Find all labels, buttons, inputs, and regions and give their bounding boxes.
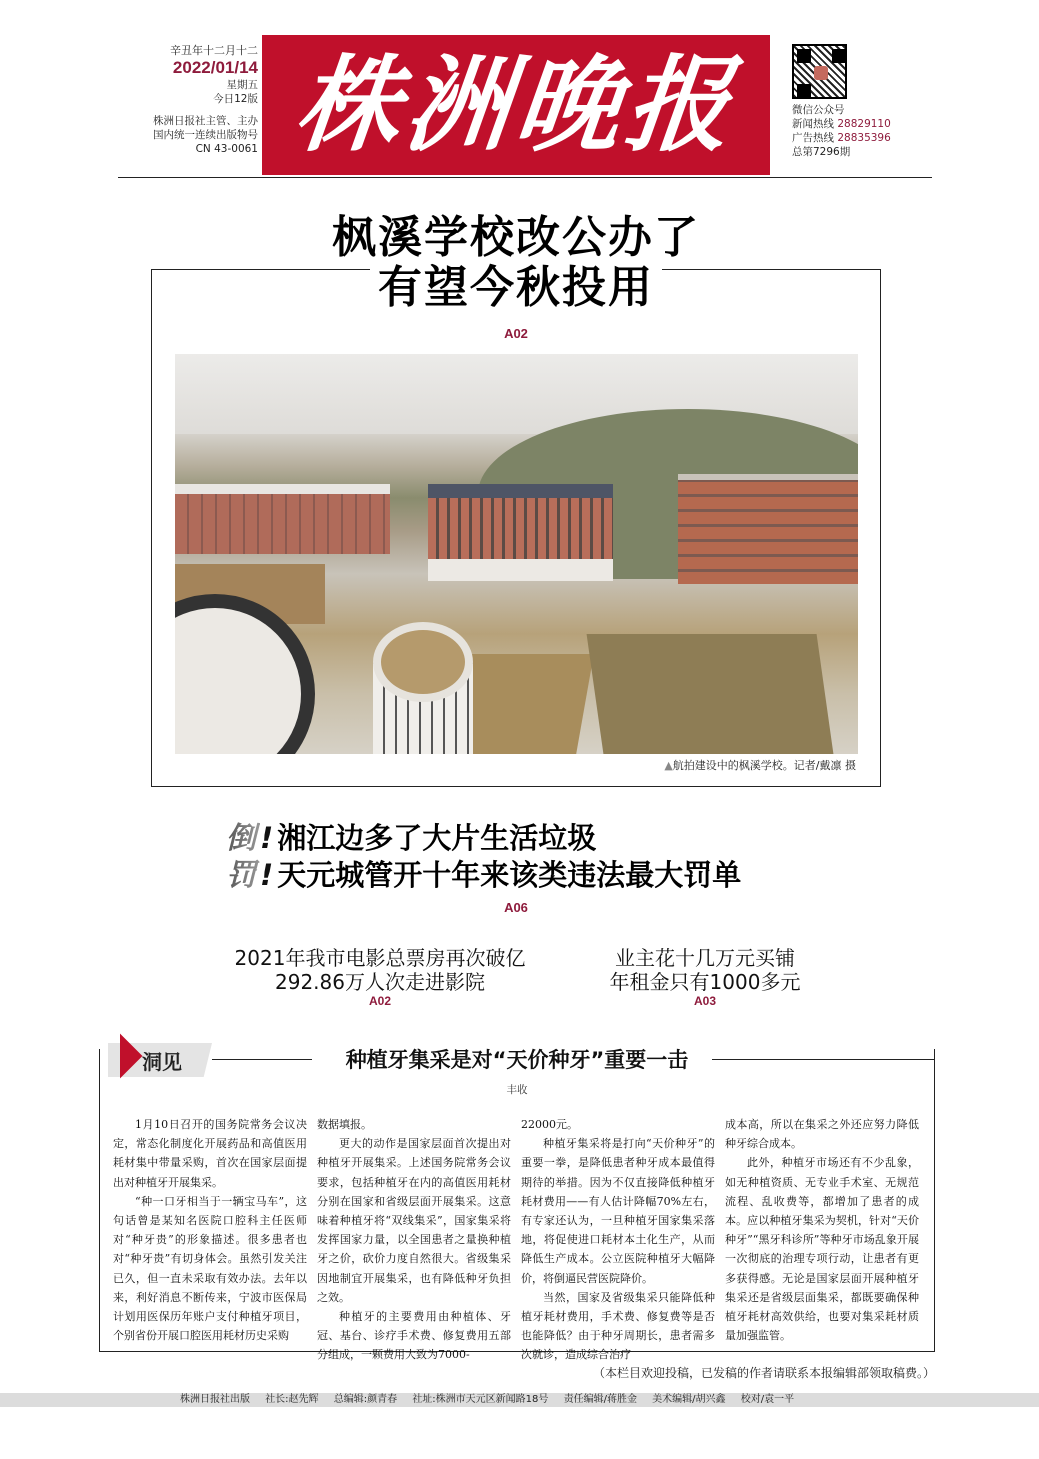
submission-note: （本栏目欢迎投稿，已发稿的作者请联系本报编辑部领取稿费。） [592,1366,935,1380]
opinion-title[interactable]: 种植牙集采是对“天价种牙”重要一击 [345,1048,689,1072]
sponsor-text: 株洲日报社主管、主办 [153,115,258,127]
imprint-editor-in-chief: 总编辑:颜青春 [333,1394,398,1405]
exclamation-icon: ! [260,821,274,855]
lead-photo [175,354,858,754]
masthead-dateline [118,44,258,156]
news-hotline-label: 新闻热线 [792,118,834,130]
teaser-line1: 业主花十几万元买铺 [615,946,795,970]
opinion-rule-right [712,1059,935,1060]
news-hotline-number: 28829110 [837,118,891,130]
secondary-line1-text: 湘江边多了大片生活垃圾 [277,821,597,855]
newspaper-logo [262,35,770,175]
lead-page-ref[interactable]: A02 [504,326,528,341]
lead-headline-line2: 有望今秋投用 [370,263,662,313]
cn-number: CN 43-0061 [195,143,258,155]
lead-headline-line1: 枫溪学校改公办了 [332,212,700,263]
newspaper-title: 株洲晚报 [289,43,743,166]
opinion-author: 丰收 [506,1084,528,1096]
opinion-column-name: 洞见 [142,1050,182,1074]
photo-caption [560,757,856,773]
masthead-divider [118,177,932,178]
issue-date: 2022/01/14 [172,58,258,77]
teaser-page-ref[interactable]: A03 [693,994,716,1008]
paragraph: 更大的动作是国家层面首次提出对种植牙开展集采。上述国务院常务会议要求，包括种植牙在内的高值医用耗材分别在国家和省级层面开展集采。这意味着种植牙将“双线集采”，国家集采将发挥国家力量，以全国患者之量换种植牙之价，砍价力度自然很大。省级集采因地制宜开展集采，也有降低种牙负担之效。 [317,1137,511,1304]
paragraph: 当然，国家及省级集采只能降低种植牙耗材费用，手术费、修复费等是否也能降低？由于种牙周期长，患者需多次就诊，造成综合治疗 [521,1290,715,1362]
ad-hotline-number: 28835396 [837,132,891,144]
secondary-line2-text: 天元城管开十年来该类违法最大罚单 [277,858,742,892]
paragraph: 成本高，所以在集采之外还应努力降低种牙综合成本。 [725,1118,919,1151]
teaser-line2: 292.86万人次走进影院 [275,970,485,994]
weekday: 星期五 [226,79,258,91]
issue-number: 总第7296期 [792,146,851,158]
lunar-date: 辛丑年十二月十二 [170,44,258,57]
wechat-label: 微信公众号 [792,104,845,116]
opinion-col-3 [521,1115,715,1365]
teaser-shop-rent[interactable] [560,946,850,1008]
secondary-headline[interactable] [226,820,826,894]
photo-caption-text: 航拍建设中的枫溪学校。记者/戴凛 摄 [672,759,856,772]
imprint-bar [0,1393,1039,1407]
teaser-box-office[interactable] [205,946,555,1008]
paragraph: “种一口牙相当于一辆宝马车”，这句话曾是某知名医院口腔科主任医师对“种牙贵”的形象描述。很多患者也对“种牙贵”有切身体会。虽然引发关注已久，但一直未采取有效办法。去年以来，利好消息不断传来，宁波市医保局计划用医保历年账户支付种植牙项目，个别省份开展口腔医用耗材历史采购 [113,1194,307,1343]
tag-icon: 罚 [226,858,260,894]
qr-code-icon[interactable] [792,44,847,99]
secondary-page-ref[interactable]: A06 [504,900,528,915]
ad-hotline-label: 广告热线 [792,132,834,144]
imprint-president: 社长:赵先辉 [265,1394,319,1405]
secondary-headline-line2 [226,857,826,894]
imprint-proofreader: 校对/袁一平 [740,1394,795,1405]
opinion-col-4 [725,1115,919,1365]
page-count: 今日12版 [213,93,258,105]
ad-hotline [792,131,952,145]
paragraph: 此外，种植牙市场还有不少乱象，如无种植资质、无专业手术室、无规范流程、乱收费等，都增加了患者的成本。应以种植牙集采为契机，针对“天价种牙”“黑牙科诊所”等种牙市场乱象开展一次彻底的治理专项行动，让患者有更多获得感。无论是国家层面开展种植牙集采还是省级层面集采，都既要确保种植牙耗材高效供给，也要对集采耗材质量加强监管。 [725,1156,919,1343]
exclamation-icon: ! [260,858,274,892]
tag-icon: 倒 [226,821,260,857]
teaser-line2: 年租金只有1000多元 [609,970,801,994]
teaser-line1: 2021年我市电影总票房再次破亿 [234,946,526,970]
imprint-publisher: 株洲日报社出版 [180,1394,250,1405]
secondary-headline-line1 [226,820,826,857]
opinion-col-1 [113,1115,307,1365]
opinion-col-2 [317,1115,511,1365]
paragraph: 1月10日召开的国务院常务会议决定，常态化制度化开展药品和高值医用耗材集中带量采购，首次在国家层面提出对种植牙开展集采。 [113,1118,307,1189]
opinion-rule-left [212,1059,312,1060]
paragraph: 22000元。 [521,1118,578,1131]
paragraph: 种植牙的主要费用由种植体、牙冠、基台、诊疗手术费、修复费用五部分组成，一颗费用大致为7000- [317,1310,511,1362]
teaser-page-ref[interactable]: A02 [368,994,391,1008]
paragraph: 种植牙集采将是打向“天价种牙”的重要一拳，是降低患者种牙成本最值得期待的举措。因为不仅直接降低种植牙耗材费用——有人估计降幅70%左右，有专家还认为，一旦种植牙国家集采落地，将促使进口耗材本土化生产，从而降低生产成本。公立医院种植牙大幅降价，将倒逼民营医院降价。 [521,1137,715,1285]
imprint-art-editor: 美术编辑/胡兴鑫 [652,1394,726,1405]
opinion-body [113,1115,923,1365]
serial-label: 国内统一连续出版物号 [153,129,258,141]
imprint-duty-editor: 责任编辑/蒋胜金 [563,1394,637,1405]
masthead-contact [792,44,952,159]
lead-headline[interactable] [150,213,882,313]
paragraph: 数据填报。 [317,1118,372,1131]
triangle-icon: ▲ [664,759,673,772]
imprint-address: 社址:株洲市天元区新闻路18号 [412,1394,549,1405]
news-hotline [792,117,952,131]
